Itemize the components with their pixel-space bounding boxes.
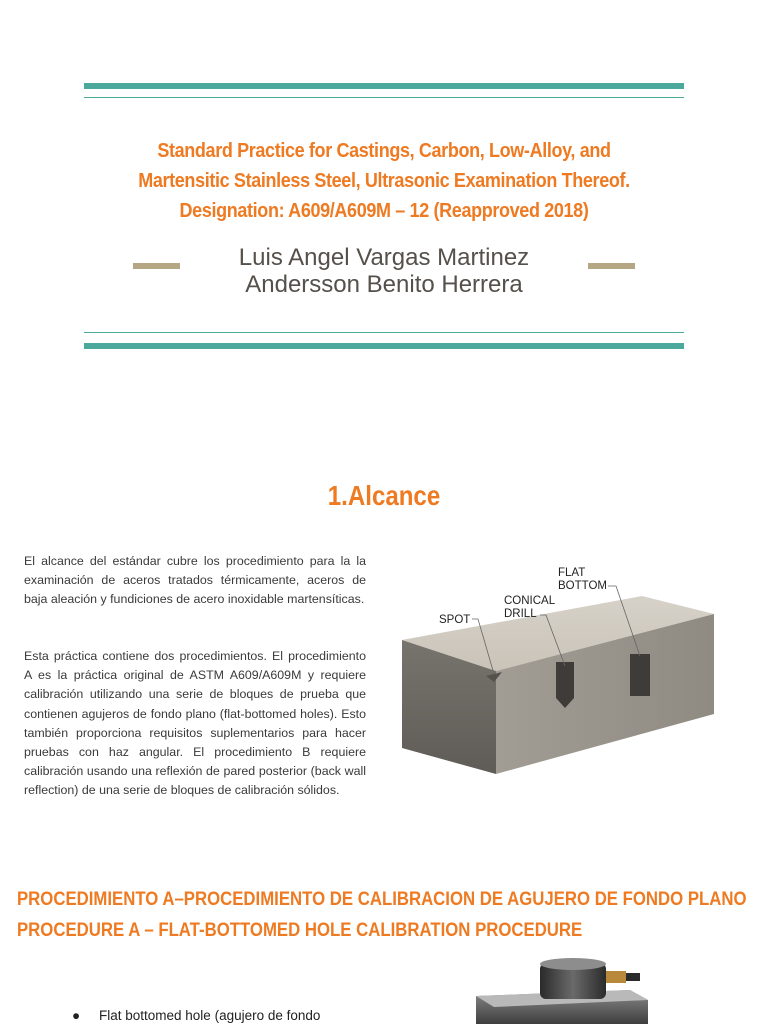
title-line-1: Standard Practice for Castings, Carbon, Low-Alloy, and <box>157 140 611 162</box>
section-title: 1.Alcance <box>327 480 441 511</box>
calibration-block-figure <box>390 556 725 774</box>
document-title <box>114 136 654 226</box>
header-rule-top-thin <box>84 97 684 98</box>
conical-label-1: CONICAL <box>504 595 556 607</box>
author-dash-left <box>133 263 180 269</box>
title-line-3: Designation: A609/A609M – 12 (Reapproved 2018) <box>179 200 589 222</box>
header-rule-top-thick <box>84 83 684 89</box>
header-rule-bottom-thick <box>84 343 684 349</box>
author-1: Luis Angel Vargas Martinez <box>238 244 530 271</box>
author-dash-right <box>588 263 635 269</box>
bullet-text: Flat bottomed hole (agujero de fondo <box>99 1008 321 1023</box>
conical-label-2: DRILL <box>504 608 537 620</box>
transducer-photo <box>470 955 650 1024</box>
scope-paragraph-2: Esta práctica contiene dos procedimientos. El procedimiento A es la práctica original de ASTM A609/A609M y requiere calibración utilizando una serie de bloques de prueba que contienen agujeros de fondo plano (flat-bottomed holes). Esto también proporciona requisitos suplementarios para hacer pruebas con haz angular. El procedimiento B requiere calibración usando una reflexión de pared posterior (back wall reflection) de una serie de bloques de calibración sólidos. <box>24 649 366 798</box>
authors <box>184 244 584 298</box>
procedure-heading-es: PROCEDIMIENTO A–PROCEDIMIENTO DE CALIBRACION DE AGUJERO DE FONDO PLANO <box>17 888 747 910</box>
scope-paragraph-1: El alcance del estándar cubre los procedimiento para la la examinación de aceros tratados térmicamente, aceros de baja aleación y fundiciones de acero inoxidable martensíticas. <box>24 554 366 607</box>
bullet-dot-icon: ● <box>72 1008 81 1023</box>
header-rule-bottom-thin <box>84 332 684 333</box>
spot-label: SPOT <box>439 614 471 626</box>
flat-bottom-label-2: BOTTOM <box>558 580 607 592</box>
author-2: Andersson Benito Herrera <box>245 271 523 298</box>
flat-bottom-hole <box>630 654 650 696</box>
flat-bottom-label-1: FLAT <box>558 567 586 579</box>
title-line-2: Martensitic Stainless Steel, Ultrasonic Examination Thereof. <box>138 170 630 192</box>
transducer-connector <box>606 971 626 983</box>
procedure-heading-en: PROCEDURE A – FLAT-BOTTOMED HOLE CALIBRATION PROCEDURE <box>17 919 583 941</box>
